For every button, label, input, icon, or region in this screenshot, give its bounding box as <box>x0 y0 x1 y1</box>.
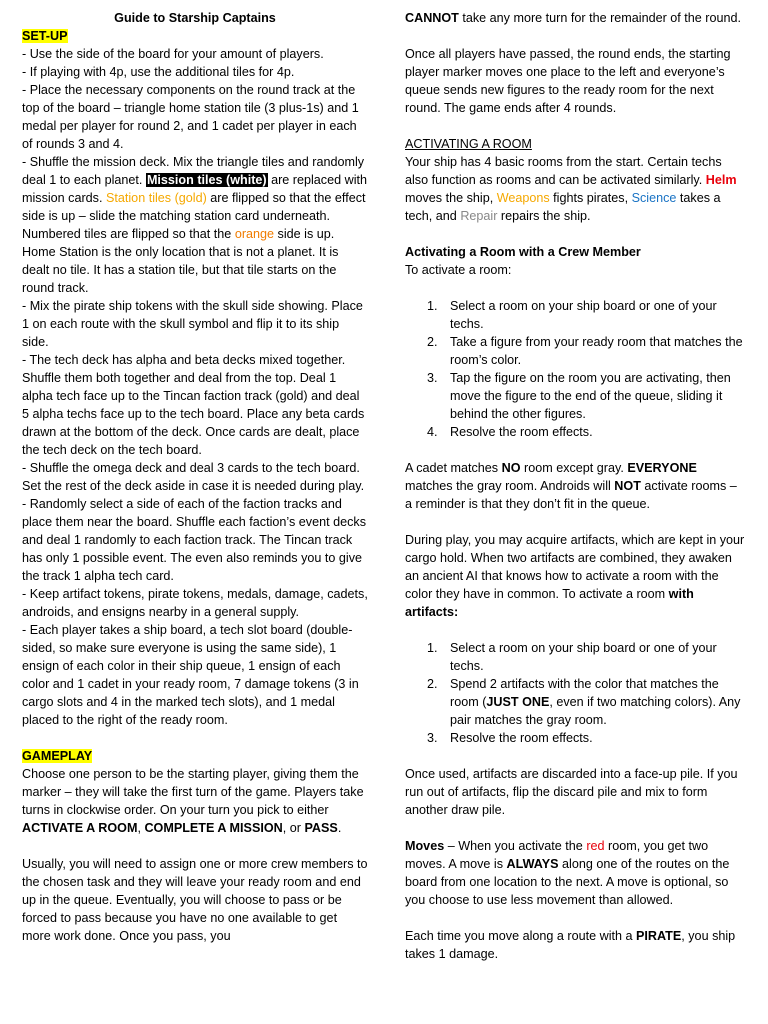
text-segment: takes a tech, and <box>405 191 721 223</box>
always-term: ALWAYS <box>506 857 559 871</box>
text-segment: Each time you move along a route with a <box>405 929 637 943</box>
activate-a-room-term: ACTIVATE A ROOM <box>22 821 138 835</box>
text-segment: , or <box>282 821 305 835</box>
list-number: 2. <box>427 335 438 349</box>
gameplay-heading-text: GAMEPLAY <box>22 749 93 763</box>
spacer <box>405 441 747 459</box>
gameplay-paragraph-1 <box>22 765 368 837</box>
orange-word: orange <box>234 227 275 241</box>
spacer <box>405 513 747 531</box>
spacer <box>405 225 747 243</box>
text-segment: , you ship takes 1 damage. <box>405 929 736 961</box>
setup-heading-text: SET-UP <box>22 29 68 43</box>
text-segment: During play, you may acquire artifacts, which are kept in your cargo hold. When two artifacts are combined, they awaken an ancient AI that knows how to activate a room with the color they have in common. To activate a room <box>405 533 745 601</box>
text-segment: – When you activate the <box>444 839 587 853</box>
text-segment: moves the ship, <box>405 191 497 205</box>
text-segment: activate rooms – a reminder is that they don’t fit in the queue. <box>405 479 737 511</box>
text-segment: Your ship has 4 basic rooms from the start. Certain techs also function as rooms and can be activated similarly. <box>405 155 722 187</box>
list-text: Resolve the room effects. <box>450 425 593 439</box>
text-segment: room except gray. <box>520 461 628 475</box>
spacer <box>405 117 747 135</box>
moves-label: Moves <box>405 839 445 853</box>
list-item <box>405 675 747 729</box>
complete-a-mission-term: COMPLETE A MISSION <box>144 821 283 835</box>
list-text: Select a room on your ship board or one of your techs. <box>450 299 717 331</box>
just-one-term: JUST ONE <box>486 695 550 709</box>
spacer <box>405 621 747 639</box>
spacer <box>405 909 747 927</box>
list-number: 4. <box>427 425 438 439</box>
mission-tiles-label: Mission tiles (white) <box>146 173 267 187</box>
setup-step-4 <box>22 153 368 297</box>
pass-term: PASS <box>304 821 338 835</box>
list-text <box>450 677 740 727</box>
list-item <box>405 333 747 369</box>
text-segment: take any more turn for the remainder of the round. <box>458 11 741 25</box>
text-segment: side is up. Home Station is the only location that is not a planet. It is dealt no tile. It has a station tile, but that tile starts on the round track. <box>22 227 339 295</box>
cannot-term: CANNOT <box>405 11 459 25</box>
with-artifacts-term: with artifacts: <box>405 587 694 619</box>
list-item <box>405 729 747 747</box>
artifacts-paragraph <box>405 531 747 621</box>
text-segment: Choose one person to be the starting player, giving them the marker – they will take the first turn of the game. Players take turns in clockwise order. On your turn you pick to either <box>22 767 364 817</box>
used-artifacts-paragraph: Once used, artifacts are discarded into a face-up pile. If you run out of artifacts, flip the discard pile and mix to form another draw pile. <box>405 767 738 817</box>
list-item <box>405 369 747 423</box>
crew-steps-list <box>405 297 747 441</box>
text-segment: Usually, you will need to assign one or more crew members to the chosen task and they will leave your ready room and end up in the queue. Eventually, you will choose to pass or be forced to pass because you have no one available to get more work done. Once you pass, you <box>22 857 368 943</box>
text-segment: - Shuffle the mission deck. Mix the triangle tiles and randomly deal 1 to each planet. <box>22 155 365 187</box>
list-text: Take a figure from your ready room that matches the room’s color. <box>450 335 743 367</box>
setup-step-8: - Randomly select a side of each of the faction tracks and place them near the board. Shuffle each faction’s event decks and deal 1 randomly to each faction track. The Tincan track has only 1 possible event. The even also reminds you to give the track 1 alpha tech card. <box>22 497 366 583</box>
spacer <box>405 819 747 837</box>
not-term: NOT <box>614 479 641 493</box>
setup-step-7: - Shuffle the omega deck and deal 3 cards to the tech board. Set the rest of the deck aside in case it is needed during play. <box>22 461 365 493</box>
gameplay-paragraph-3: Once all players have passed, the round ends, the starting player marker moves one place to the left and everyone’s queue sends new figures to the ready room for the next round. The game ends after 4 rounds. <box>405 47 731 115</box>
spacer <box>22 729 368 747</box>
spacer <box>405 27 747 45</box>
text-segment: A cadet matches <box>405 461 502 475</box>
activating-heading: ACTIVATING A ROOM <box>405 137 532 151</box>
text-segment: are flipped so that the effect side is up – slide the matching station card underneath. Numbered tiles are flipped so that the <box>22 191 366 241</box>
list-number: 1. <box>427 641 438 655</box>
crew-subheading: Activating a Room with a Crew Member <box>405 245 641 259</box>
setup-heading <box>22 27 368 45</box>
setup-step-5: - Mix the pirate ship tokens with the skull side showing. Place 1 on each route with the skull symbol and flip it to its ship side. <box>22 299 363 349</box>
station-tiles-label: Station tiles (gold) <box>105 191 207 205</box>
list-item <box>405 423 747 441</box>
setup-step-6: - The tech deck has alpha and beta decks mixed together. Shuffle them both together and deal from the top. Deal 1 alpha tech face up to the Tincan faction track (gold) and deal 5 alpha techs face up to the tech board. Place any beta cards drawn at the bottom of the deck. Once cards are dealt, place the tech deck on the tech board. <box>22 353 365 457</box>
list-number: 2. <box>427 677 438 691</box>
text-segment: are replaced with mission cards. <box>22 173 367 205</box>
gameplay-heading <box>22 747 368 765</box>
rooms-paragraph <box>405 153 747 225</box>
setup-step-10: - Each player takes a ship board, a tech slot board (double-sided, so make sure everyone is using the same side), 1 ensign of each color in their ship queue, 1 ensign of each color and 1 cadet in your ready room, 7 damage tokens (3 in cargo slots and 4 in the marked tech slots), and 1 medal placed to the right of the ready room. <box>22 623 359 727</box>
right-column <box>405 9 747 963</box>
setup-step-9: - Keep artifact tokens, pirate tokens, medals, damage, cadets, androids, and ensigns nearby in a general supply. <box>22 587 368 619</box>
setup-step-1: - Use the side of the board for your amount of players. <box>22 47 324 61</box>
text-segment: room, you get two moves. A move is <box>405 839 709 871</box>
pirate-term: PIRATE <box>636 929 682 943</box>
spacer <box>405 279 747 297</box>
text-segment: repairs the ship. <box>497 209 591 223</box>
helm-room-label: Helm <box>705 173 737 187</box>
list-number: 3. <box>427 371 438 385</box>
cadet-paragraph <box>405 459 747 513</box>
list-item <box>405 297 747 333</box>
pirate-paragraph <box>405 927 747 963</box>
no-term: NO <box>501 461 521 475</box>
artifact-steps-list <box>405 639 747 747</box>
document-title: Guide to Starship Captains <box>114 11 276 25</box>
spacer <box>405 747 747 765</box>
text-segment: matches the gray room. Androids will <box>405 479 615 493</box>
setup-step-2: - If playing with 4p, use the additional tiles for 4p. <box>22 65 295 79</box>
text-segment: , even if two matching colors). Any pair matches the gray room. <box>450 695 741 727</box>
science-room-label: Science <box>631 191 677 205</box>
list-text: Select a room on your ship board or one of your techs. <box>450 641 717 673</box>
crew-intro: To activate a room: <box>405 263 512 277</box>
repair-room-label: Repair <box>460 209 498 223</box>
moves-paragraph <box>405 837 747 909</box>
text-segment: fights pirates, <box>549 191 632 205</box>
gameplay-paragraph-2-end <box>405 9 747 27</box>
text-segment: along one of the routes on the board from one location to the next. A move is optional, so you choose to use less movement than allowed. <box>405 857 730 907</box>
everyone-term: EVERYONE <box>627 461 697 475</box>
list-text: Resolve the room effects. <box>450 731 593 745</box>
spacer <box>22 837 368 855</box>
list-number: 1. <box>427 299 438 313</box>
weapons-room-label: Weapons <box>496 191 550 205</box>
text-segment: Spend 2 artifacts with the color that matches the room ( <box>450 677 719 709</box>
text-segment: . <box>337 821 342 835</box>
gameplay-paragraph-2-start <box>22 855 368 945</box>
list-item <box>405 639 747 675</box>
text-segment: , <box>137 821 145 835</box>
red-word: red <box>586 839 605 853</box>
list-text: Tap the figure on the room you are activating, then move the figure to the end of the queue, sliding it behind the other figures. <box>450 371 731 421</box>
left-column <box>22 9 368 945</box>
setup-step-3: - Place the necessary components on the round track at the top of the board – triangle home station tile (3 plus-1s) and 1 medal per player for round 2, and 1 cadet per player in each of rounds 3 and 4. <box>22 83 359 151</box>
list-number: 3. <box>427 731 438 745</box>
